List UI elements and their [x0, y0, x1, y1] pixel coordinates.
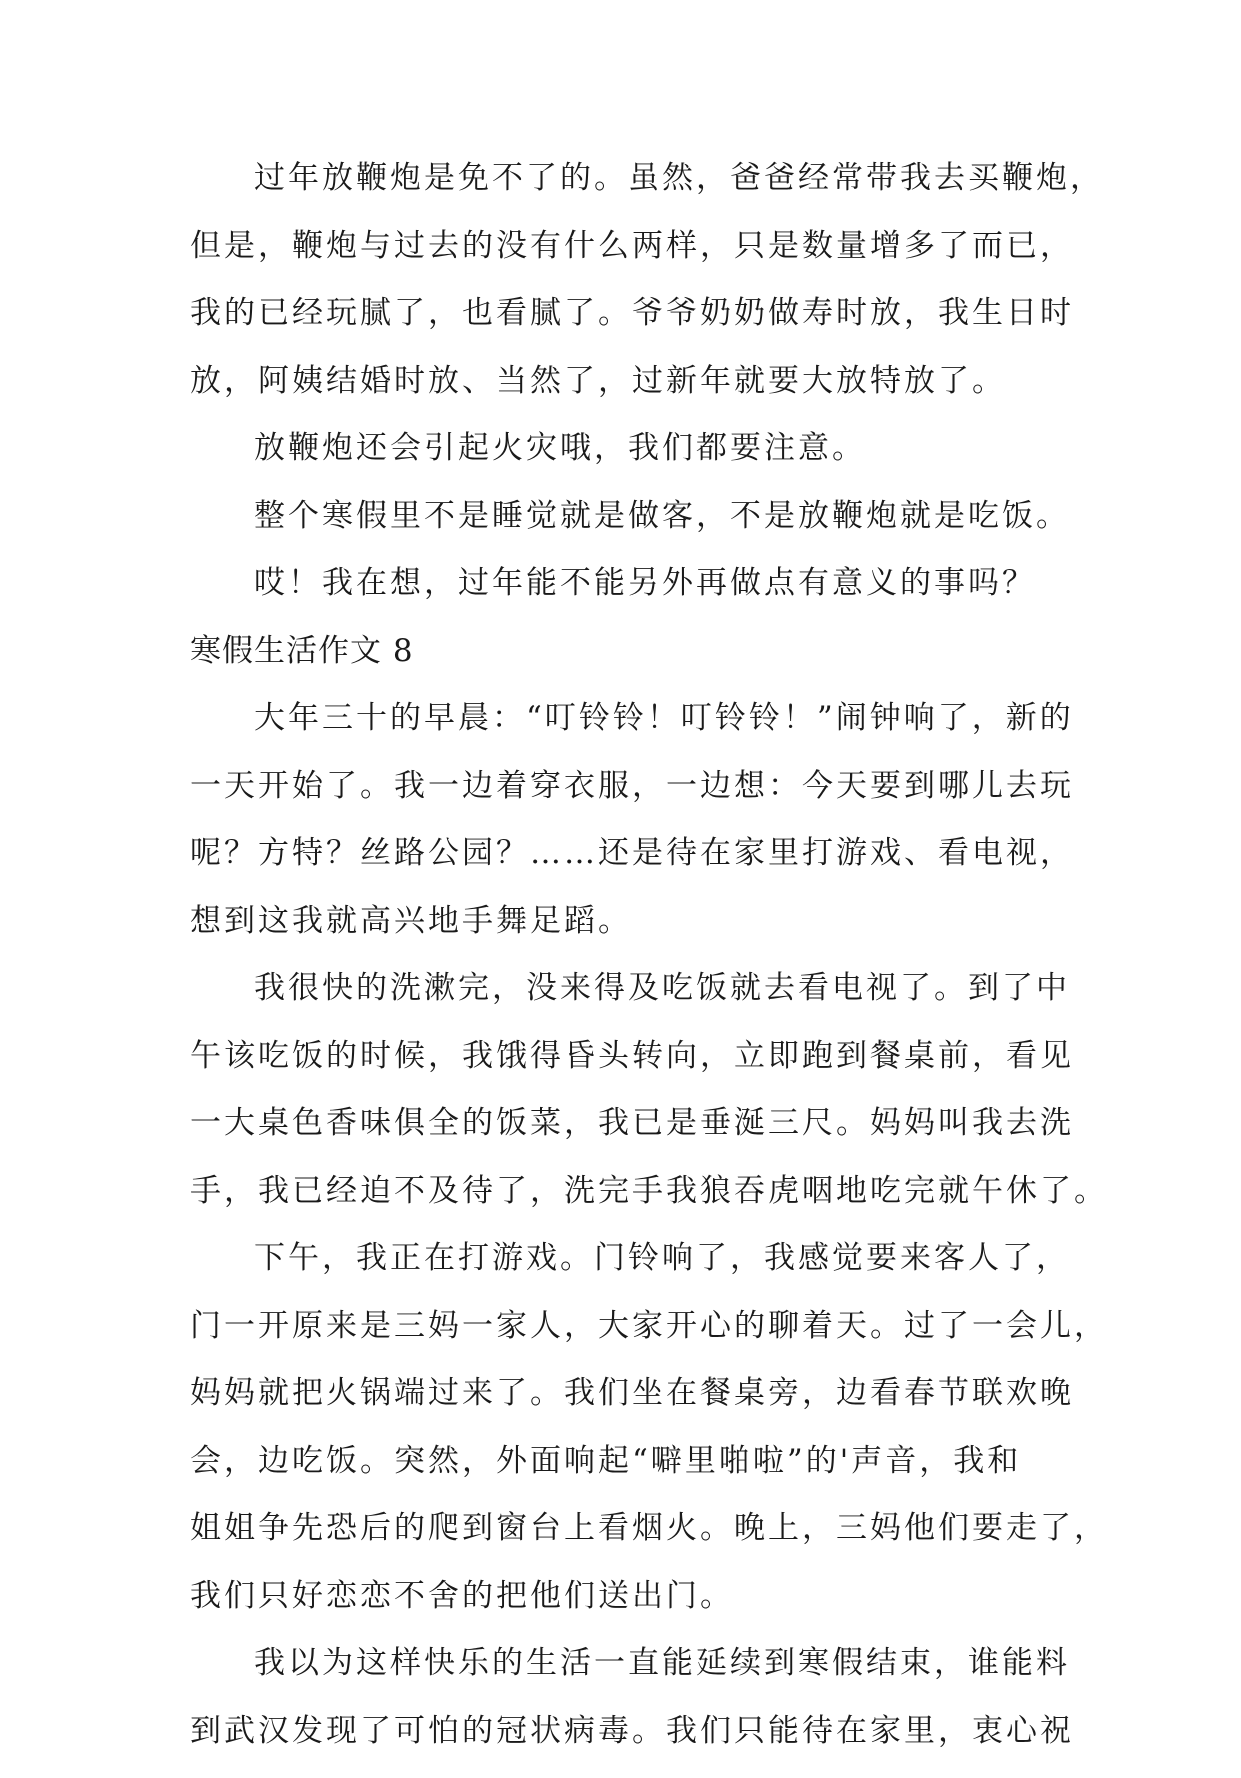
text-line: 妈妈就把火锅端过来了。我们坐在餐桌旁，边看春节联欢晚: [190, 1373, 1070, 1441]
text-line: 门一开原来是三妈一家人，大家开心的聊着天。过了一会儿，: [190, 1306, 1070, 1374]
text-line: 一天开始了。我一边着穿衣服，一边想：今天要到哪儿去玩: [190, 766, 1070, 834]
essay-body: [190, 158, 1070, 1778]
text-line: 想到这我就高兴地手舞足蹈。: [190, 901, 1070, 969]
text-line: 我很快的洗漱完，没来得及吃饭就去看电视了。到了中: [190, 968, 1070, 1036]
text-line: 一大桌色香味俱全的饭菜，我已是垂涎三尺。妈妈叫我去洗: [190, 1103, 1070, 1171]
text-line: 大年三十的早晨：“叮铃铃！叮铃铃！”闹钟响了，新的: [190, 698, 1070, 766]
text-line: 午该吃饭的时候，我饿得昏头转向，立即跑到餐桌前，看见: [190, 1036, 1070, 1104]
text-line: 到武汉发现了可怕的冠状病毒。我们只能待在家里，衷心祝: [190, 1711, 1070, 1778]
text-line: 姐姐争先恐后的爬到窗台上看烟火。晚上，三妈他们要走了，: [190, 1508, 1070, 1576]
text-line: 手，我已经迫不及待了，洗完手我狼吞虎咽地吃完就午休了。: [190, 1171, 1070, 1239]
section-heading: 寒假生活作文 8: [190, 631, 1070, 699]
text-line: 我以为这样快乐的生活一直能延续到寒假结束，谁能料: [190, 1643, 1070, 1711]
text-line: 放鞭炮还会引起火灾哦，我们都要注意。: [190, 428, 1070, 496]
text-line: 整个寒假里不是睡觉就是做客，不是放鞭炮就是吃饭。: [190, 496, 1070, 564]
text-line: 呢？方特？丝路公园？……还是待在家里打游戏、看电视，: [190, 833, 1070, 901]
text-line: 我们只好恋恋不舍的把他们送出门。: [190, 1576, 1070, 1644]
text-line: 我的已经玩腻了，也看腻了。爷爷奶奶做寿时放，我生日时: [190, 293, 1070, 361]
text-line: 但是，鞭炮与过去的没有什么两样，只是数量增多了而已，: [190, 226, 1070, 294]
text-line: 过年放鞭炮是免不了的。虽然，爸爸经常带我去买鞭炮，: [190, 158, 1070, 226]
text-line: 放，阿姨结婚时放、当然了，过新年就要大放特放了。: [190, 361, 1070, 429]
text-line: 会，边吃饭。突然，外面响起“噼里啪啦”的'声音，我和: [190, 1441, 1070, 1509]
text-line: 哎！我在想，过年能不能另外再做点有意义的事吗？: [190, 563, 1070, 631]
text-line: 下午，我正在打游戏。门铃响了，我感觉要来客人了，: [190, 1238, 1070, 1306]
